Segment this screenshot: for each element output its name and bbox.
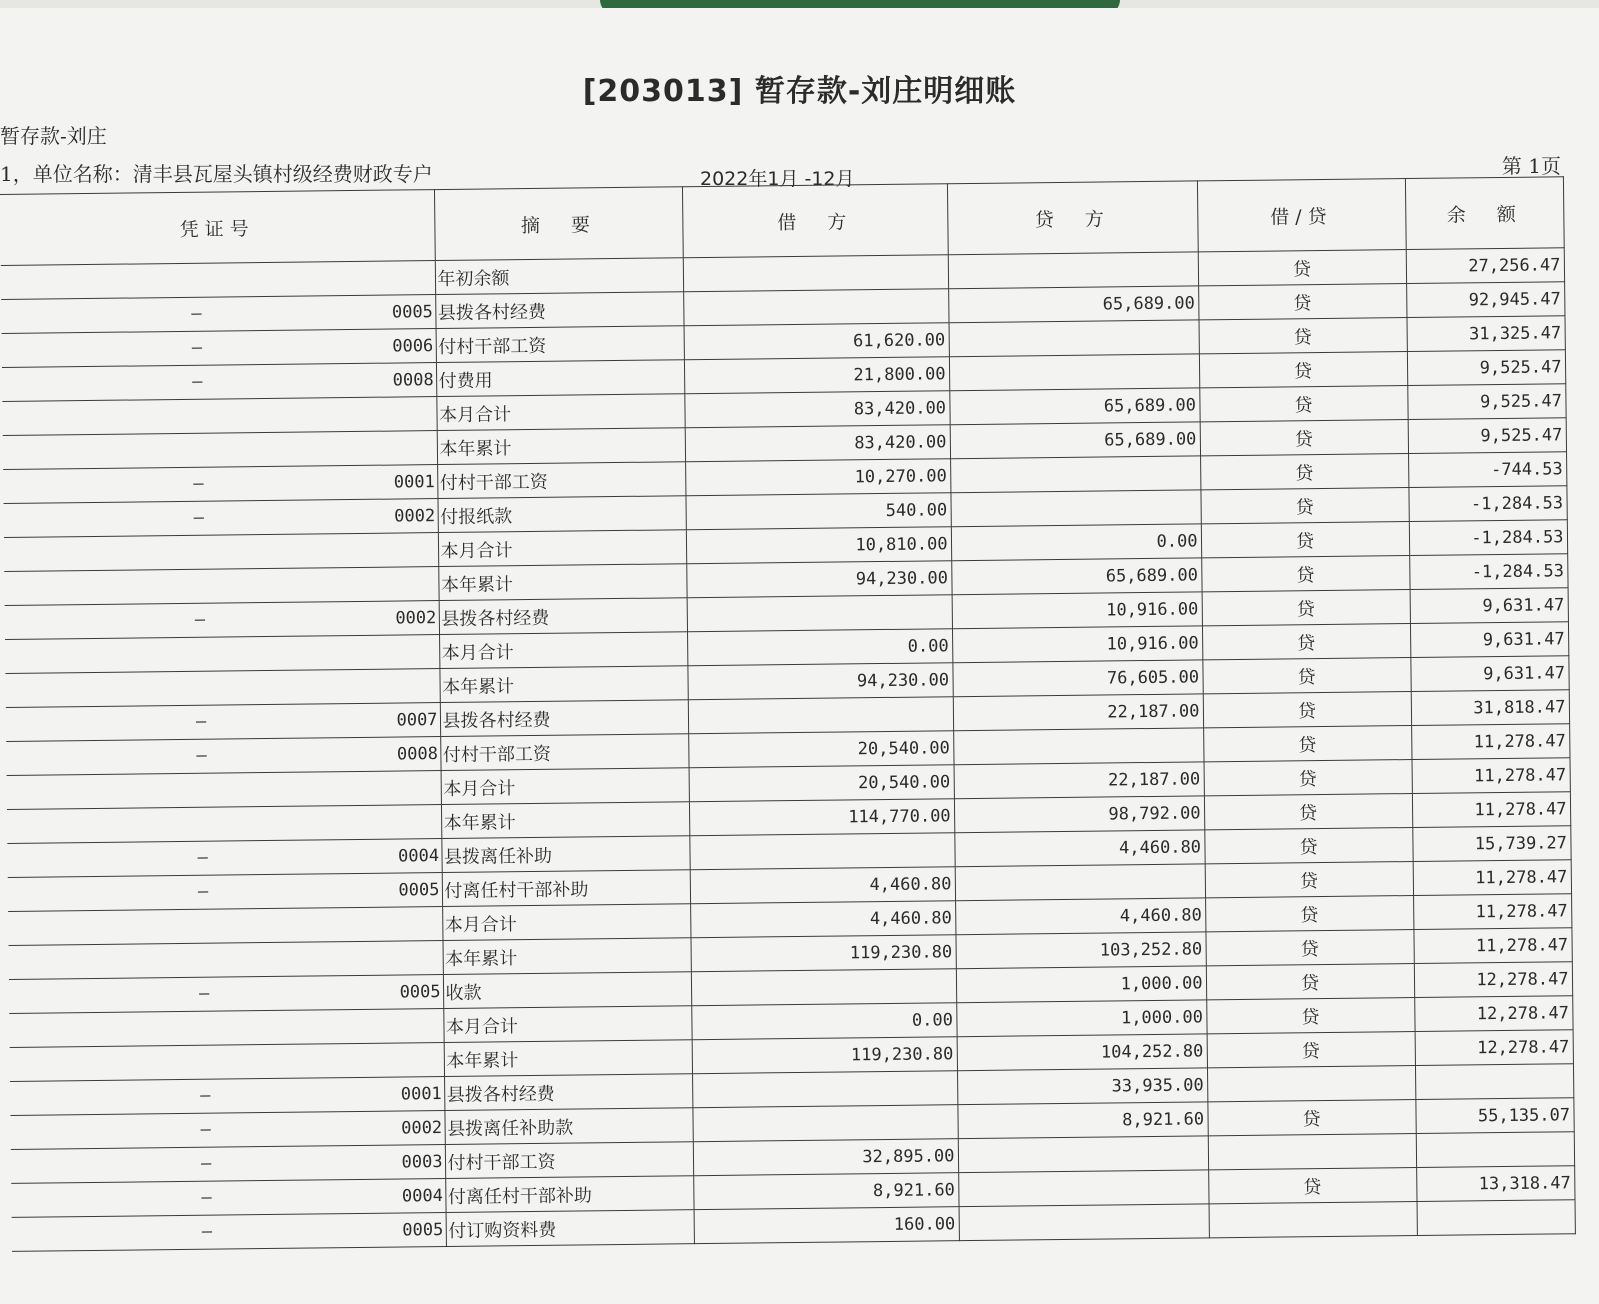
direction-cell: 贷 (1200, 488, 1408, 524)
voucher-cell (10, 1043, 444, 1082)
voucher-cell (7, 805, 441, 844)
debit-cell: 119,230.80 (690, 935, 955, 972)
debit-cell: 119,230.80 (692, 1037, 957, 1074)
direction-cell: 贷 (1205, 930, 1413, 966)
debit-cell: 10,270.00 (685, 459, 950, 496)
voucher-number: 0001 (400, 1083, 442, 1105)
debit-cell: 20,540.00 (689, 765, 954, 802)
voucher-dash: – (196, 745, 207, 766)
balance-cell: 9,631.47 (1410, 656, 1568, 692)
balance-cell: 11,278.47 (1413, 928, 1571, 964)
voucher-number: 0008 (396, 743, 438, 765)
direction-cell: 贷 (1205, 896, 1413, 932)
balance-cell: -1,284.53 (1409, 520, 1567, 556)
credit-cell: 1,000.00 (956, 966, 1206, 1003)
balance-cell: 12,278.47 (1415, 1030, 1573, 1066)
voucher-cell (3, 431, 437, 470)
credit-cell (950, 456, 1200, 493)
credit-cell (955, 864, 1205, 901)
voucher-dash: – (195, 711, 207, 732)
voucher-number: 0002 (394, 505, 436, 527)
direction-cell (1209, 1201, 1417, 1237)
debit-cell: 83,420.00 (684, 391, 949, 428)
summary-cell: 付费用 (436, 360, 684, 397)
balance-cell: 13,318.47 (1416, 1166, 1574, 1202)
credit-cell (950, 490, 1200, 527)
summary-cell: 付离任村干部补助 (445, 1176, 693, 1213)
summary-cell: 本月合计 (438, 530, 686, 567)
debit-cell: 20,540.00 (688, 731, 953, 768)
summary-cell: 付村干部工资 (440, 734, 688, 771)
balance-cell: 11,278.47 (1412, 792, 1570, 828)
voucher-number: 0005 (402, 1219, 444, 1241)
balance-cell: 27,256.47 (1406, 248, 1564, 284)
direction-cell: 贷 (1199, 318, 1407, 354)
voucher-cell (2, 363, 436, 402)
voucher-dash: – (200, 1085, 211, 1106)
summary-cell: 县拨各村经费 (444, 1074, 692, 1111)
credit-cell: 65,689.00 (949, 388, 1199, 425)
balance-cell: 11,278.47 (1411, 724, 1569, 760)
voucher-dash: – (197, 847, 208, 868)
summary-cell: 本年累计 (439, 666, 687, 703)
voucher-number: 0004 (397, 845, 440, 867)
voucher-cell (10, 1077, 444, 1116)
credit-cell (949, 354, 1199, 391)
voucher-cell (9, 975, 443, 1014)
debit-cell: 83,420.00 (685, 425, 950, 462)
summary-cell: 收款 (443, 972, 691, 1009)
credit-cell: 33,935.00 (957, 1068, 1207, 1105)
direction-cell: 贷 (1207, 1100, 1415, 1136)
voucher-cell (7, 839, 441, 878)
credit-cell: 4,460.80 (955, 898, 1205, 935)
summary-cell: 本年累计 (437, 428, 685, 465)
summary-cell: 付报纸款 (437, 496, 685, 533)
summary-cell: 付离任村干部补助 (442, 870, 690, 907)
voucher-number: 0007 (396, 709, 438, 731)
direction-cell: 贷 (1203, 692, 1411, 728)
voucher-cell (12, 1213, 446, 1252)
balance-cell: 12,278.47 (1414, 996, 1572, 1032)
balance-cell: -1,284.53 (1409, 554, 1567, 590)
direction-cell: 贷 (1206, 998, 1414, 1034)
page-number: 第 1页 (1501, 154, 1561, 178)
credit-cell: 22,187.00 (953, 694, 1203, 731)
summary-cell: 县拨离任补助 (441, 836, 689, 873)
direction-cell: 贷 (1200, 420, 1408, 456)
voucher-dash: – (193, 473, 204, 494)
summary-cell: 县拨各村经费 (439, 598, 687, 635)
page-title: [203013] 暂存款-刘庄明细账 (582, 74, 1017, 109)
credit-cell (949, 320, 1199, 357)
voucher-number: 0001 (393, 471, 435, 493)
voucher-number: 0008 (392, 369, 434, 391)
voucher-cell (11, 1145, 445, 1184)
ledger-page (0, 8, 1599, 1304)
debit-cell: 114,770.00 (689, 799, 954, 836)
direction-cell: 贷 (1199, 352, 1407, 388)
voucher-dash: – (201, 1187, 212, 1208)
balance-cell: 31,325.47 (1406, 316, 1564, 352)
voucher-cell (4, 567, 438, 606)
voucher-cell (3, 465, 437, 504)
credit-cell (948, 252, 1198, 289)
summary-cell: 付村干部工资 (437, 462, 685, 499)
voucher-cell (8, 873, 442, 912)
debit-cell (689, 833, 954, 870)
debit-cell: 160.00 (694, 1207, 959, 1244)
balance-cell: 9,525.47 (1407, 384, 1565, 420)
direction-cell (1207, 1066, 1415, 1102)
summary-cell: 本月合计 (439, 632, 687, 669)
voucher-cell (6, 703, 440, 742)
voucher-cell (7, 771, 441, 810)
voucher-number: 0002 (395, 607, 437, 629)
balance-cell: 11,278.47 (1413, 860, 1571, 896)
balance-cell: 12,278.47 (1414, 962, 1572, 998)
credit-cell: 8,921.60 (957, 1102, 1207, 1139)
ledger-body (1, 248, 1575, 1252)
voucher-number: 0005 (398, 879, 440, 901)
credit-cell: 104,252.80 (957, 1034, 1207, 1071)
voucher-number: 0005 (391, 301, 433, 323)
balance-cell (1417, 1200, 1575, 1236)
debit-cell: 21,800.00 (684, 357, 949, 394)
unit-name: 1，单位名称：清丰县瓦屋头镇村级经费财政专户 (0, 162, 433, 186)
voucher-cell (5, 669, 439, 708)
direction-cell: 贷 (1201, 522, 1409, 558)
debit-cell (692, 1071, 957, 1108)
voucher-cell (2, 329, 436, 368)
voucher-number: 0004 (401, 1185, 444, 1207)
credit-cell: 10,916.00 (952, 626, 1202, 663)
voucher-dash: – (198, 983, 210, 1004)
voucher-number: 0003 (401, 1151, 443, 1173)
col-header-credit: 贷 方 (947, 181, 1198, 255)
summary-cell: 县拨各村经费 (435, 292, 683, 329)
credit-cell: 65,689.00 (951, 558, 1201, 595)
credit-cell: 22,187.00 (954, 762, 1204, 799)
summary-cell: 本年累计 (442, 938, 690, 975)
credit-cell: 65,689.00 (950, 422, 1200, 459)
direction-cell: 贷 (1205, 862, 1413, 898)
balance-cell: 9,631.47 (1410, 588, 1568, 624)
balance-cell: 9,631.47 (1410, 622, 1568, 658)
balance-cell (1416, 1132, 1574, 1168)
account-name: 暂存款-刘庄 (0, 124, 107, 148)
voucher-dash: – (192, 371, 203, 392)
direction-cell: 贷 (1201, 556, 1409, 592)
col-header-summary: 摘 要 (434, 187, 683, 261)
voucher-cell (11, 1179, 445, 1218)
voucher-cell (2, 397, 436, 436)
direction-cell: 贷 (1198, 284, 1406, 320)
direction-cell: 贷 (1202, 590, 1410, 626)
debit-cell (691, 969, 956, 1006)
voucher-dash: – (200, 1153, 212, 1174)
balance-cell: 92,945.47 (1406, 282, 1564, 318)
debit-cell: 540.00 (685, 493, 950, 530)
credit-cell: 103,252.80 (955, 932, 1205, 969)
debit-cell (692, 1105, 957, 1142)
debit-cell (687, 595, 952, 632)
balance-cell: 55,135.07 (1415, 1098, 1573, 1134)
debit-cell: 61,620.00 (684, 323, 949, 360)
balance-cell: 15,739.27 (1412, 826, 1570, 862)
summary-cell: 本月合计 (443, 1006, 691, 1043)
balance-cell: 9,525.47 (1408, 418, 1566, 454)
debit-cell: 94,230.00 (687, 663, 952, 700)
direction-cell: 贷 (1203, 726, 1411, 762)
credit-cell: 65,689.00 (948, 286, 1198, 323)
voucher-dash: – (191, 303, 202, 324)
period-label: 2022年1月 -12月 (700, 168, 855, 190)
direction-cell: 贷 (1200, 454, 1408, 490)
direction-cell: 贷 (1207, 1032, 1415, 1068)
voucher-cell (1, 295, 435, 334)
direction-cell: 贷 (1202, 658, 1410, 694)
voucher-dash: – (191, 337, 203, 358)
ledger-table (0, 176, 1575, 1252)
credit-cell: 98,792.00 (954, 796, 1204, 833)
voucher-cell (1, 261, 435, 300)
voucher-cell (5, 601, 439, 640)
summary-cell: 本月合计 (442, 904, 690, 941)
summary-cell: 本年累计 (438, 564, 686, 601)
direction-cell: 贷 (1199, 386, 1407, 422)
direction-cell: 贷 (1208, 1167, 1416, 1203)
voucher-cell (9, 1009, 443, 1048)
balance-cell: -744.53 (1408, 452, 1566, 488)
voucher-cell (6, 737, 440, 776)
voucher-number: 0002 (401, 1117, 443, 1139)
credit-cell (958, 1136, 1208, 1173)
voucher-dash: – (197, 881, 209, 902)
debit-cell: 4,460.80 (690, 901, 955, 938)
summary-cell: 县拨各村经费 (440, 700, 688, 737)
debit-cell (683, 255, 948, 292)
voucher-cell (5, 635, 439, 674)
voucher-cell (8, 907, 442, 946)
voucher-dash: – (193, 507, 205, 528)
debit-cell: 32,895.00 (693, 1139, 958, 1176)
balance-cell: -1,284.53 (1408, 486, 1566, 522)
voucher-cell (4, 499, 438, 538)
debit-cell (688, 697, 953, 734)
voucher-number: 0005 (399, 981, 441, 1003)
summary-cell: 付村干部工资 (445, 1142, 693, 1179)
credit-cell: 4,460.80 (954, 830, 1204, 867)
summary-cell: 本年累计 (444, 1040, 692, 1077)
credit-cell: 10,916.00 (952, 592, 1202, 629)
debit-cell: 4,460.80 (690, 867, 955, 904)
credit-cell (959, 1204, 1209, 1241)
summary-cell: 县拨离任补助款 (444, 1108, 692, 1145)
credit-cell (958, 1170, 1208, 1207)
balance-cell: 9,525.47 (1407, 350, 1565, 386)
credit-cell: 1,000.00 (956, 1000, 1206, 1037)
debit-cell: 0.00 (687, 629, 952, 666)
col-header-direction: 借/贷 (1197, 179, 1406, 252)
direction-cell (1208, 1133, 1416, 1169)
summary-cell: 付订购资料费 (446, 1210, 694, 1247)
credit-cell: 76,605.00 (952, 660, 1202, 697)
direction-cell: 贷 (1204, 828, 1412, 864)
voucher-cell (9, 941, 443, 980)
voucher-number: 0006 (392, 335, 434, 357)
credit-cell: 0.00 (951, 524, 1201, 561)
balance-cell: 11,278.47 (1412, 758, 1570, 794)
balance-cell: 11,278.47 (1413, 894, 1571, 930)
summary-cell: 本月合计 (436, 394, 684, 431)
credit-cell (953, 728, 1203, 765)
voucher-dash: – (194, 609, 206, 630)
voucher-dash: – (201, 1221, 213, 1242)
summary-cell: 本月合计 (441, 768, 689, 805)
balance-cell: 31,818.47 (1411, 690, 1569, 726)
balance-cell (1415, 1064, 1573, 1100)
voucher-cell (4, 533, 438, 572)
summary-cell: 付村干部工资 (436, 326, 684, 363)
direction-cell: 贷 (1204, 794, 1412, 830)
direction-cell: 贷 (1198, 250, 1406, 286)
col-header-debit: 借 方 (682, 184, 948, 258)
summary-cell: 本年累计 (441, 802, 689, 839)
col-header-balance: 余 额 (1405, 177, 1564, 250)
direction-cell: 贷 (1206, 964, 1414, 1000)
debit-cell: 94,230.00 (686, 561, 951, 598)
direction-cell: 贷 (1204, 760, 1412, 796)
debit-cell: 0.00 (691, 1003, 956, 1040)
debit-cell (683, 289, 948, 326)
voucher-cell (10, 1111, 444, 1150)
debit-cell: 8,921.60 (693, 1173, 958, 1210)
col-header-voucher: 凭证号 (0, 190, 435, 266)
debit-cell: 10,810.00 (686, 527, 951, 564)
summary-cell: 年初余额 (435, 258, 683, 295)
direction-cell: 贷 (1202, 624, 1410, 660)
voucher-dash: – (200, 1119, 211, 1140)
